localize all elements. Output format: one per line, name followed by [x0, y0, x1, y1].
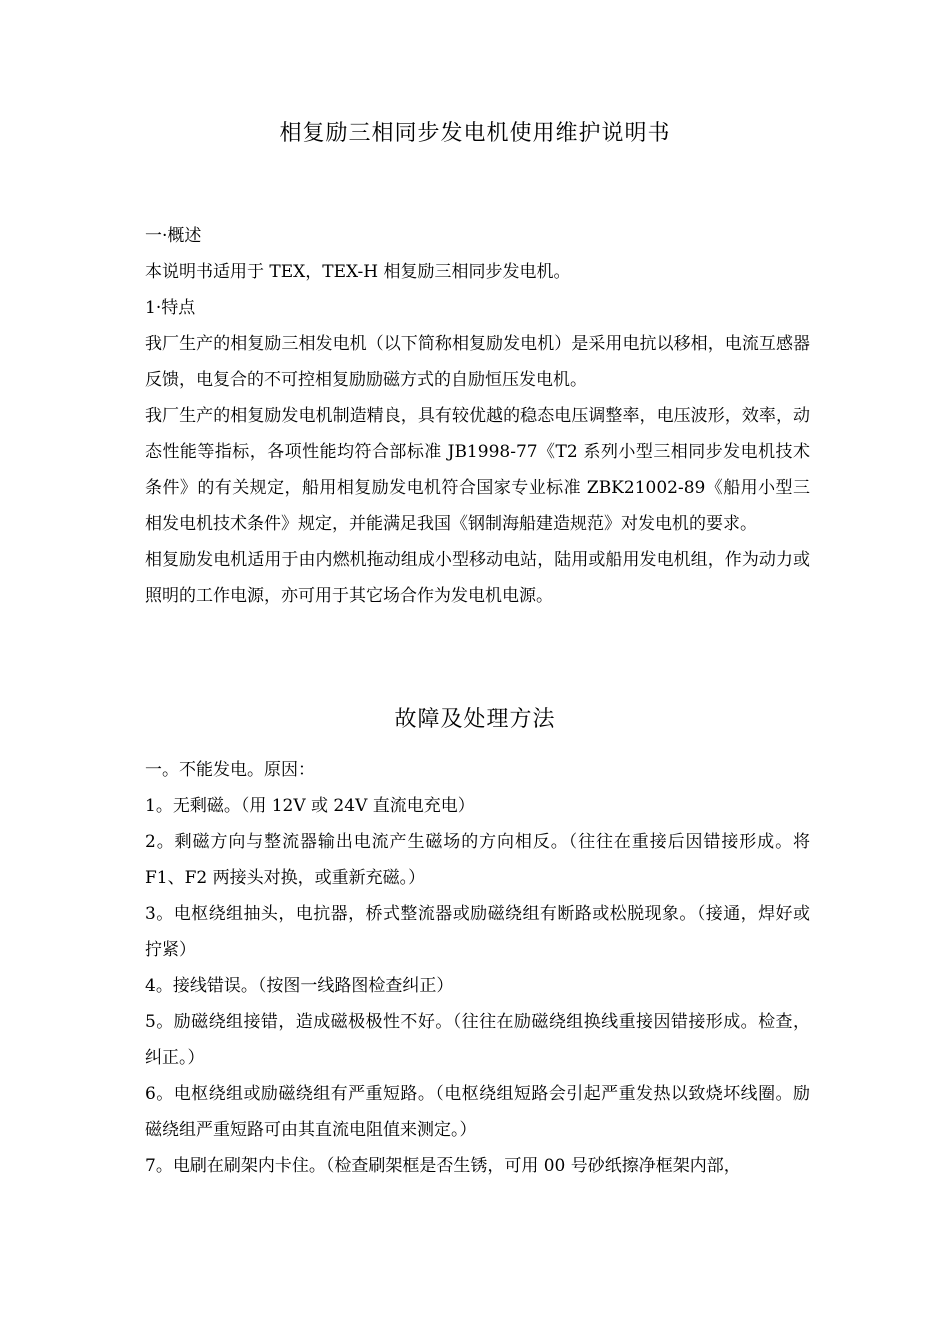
fault-item-3: 3。电枢绕组抽头，电抗器，桥式整流器或励磁绕组有断路或松脱现象。（接通，焊好或拧紧） [145, 904, 810, 960]
overview-section [145, 218, 810, 614]
fault-item-2: 2。剩磁方向与整流器输出电流产生磁场的方向相反。（往往在重接后因错接形成。将 F1、F2 两接头对换，或重新充磁。） [145, 832, 810, 888]
fault-item-1: 1。无剩磁。（用 12V 或 24V 直流电充电） [145, 796, 475, 816]
faults-heading: 故障及处理方法 [394, 707, 556, 732]
overview-scope: 本说明书适用于 TEX，TEX-H 相复励三相同步发电机。 [145, 262, 571, 282]
fault-item-4: 4。接线错误。（按图一线路图检查纠正） [145, 976, 454, 996]
faults-intro: 一。不能发电。原因： [145, 760, 315, 780]
faults-section [145, 752, 810, 1184]
features-heading: 1·特点 [145, 298, 196, 318]
features-paragraph-1: 我厂生产的相复励三相发电机（以下简称相复励发电机）是采用电抗以移相，电流互感器反馈，电复合的不可控相复励励磁方式的自励恒压发电机。 [145, 334, 810, 390]
features-paragraph-2: 我厂生产的相复励发电机制造精良，具有较优越的稳态电压调整率，电压波形，效率，动态性能等指标，各项性能均符合部标准 JB1998-77《T2 系列小型三相同步发电机技术条件》的有关规定，船用相复励发电机符合国家专业标准 ZBK21002-89《船用小型三相发电机技术条件》规定，并能满足我国《钢制海船建造规范》对发电机的要求。 [145, 406, 810, 534]
document-title: 相复励三相同步发电机使用维护说明书 [279, 121, 671, 146]
fault-item-5: 5。励磁绕组接错，造成磁极极性不好。（往往在励磁绕组换线重接因错接形成。检查，纠正。） [145, 1012, 810, 1068]
fault-item-7: 7。电刷在刷架内卡住。（检查刷架框是否生锈，可用 00 号砂纸擦净框架内部， [145, 1156, 741, 1176]
features-paragraph-3: 相复励发电机适用于由内燃机拖动组成小型移动电站，陆用或船用发电机组，作为动力或照明的工作电源，亦可用于其它场合作为发电机电源。 [145, 550, 810, 606]
overview-heading: 一·概述 [145, 226, 202, 246]
fault-item-6: 6。电枢绕组或励磁绕组有严重短路。（电枢绕组短路会引起严重发热以致烧坏线圈。励磁绕组严重短路可由其直流电阻值来测定。） [145, 1084, 810, 1140]
